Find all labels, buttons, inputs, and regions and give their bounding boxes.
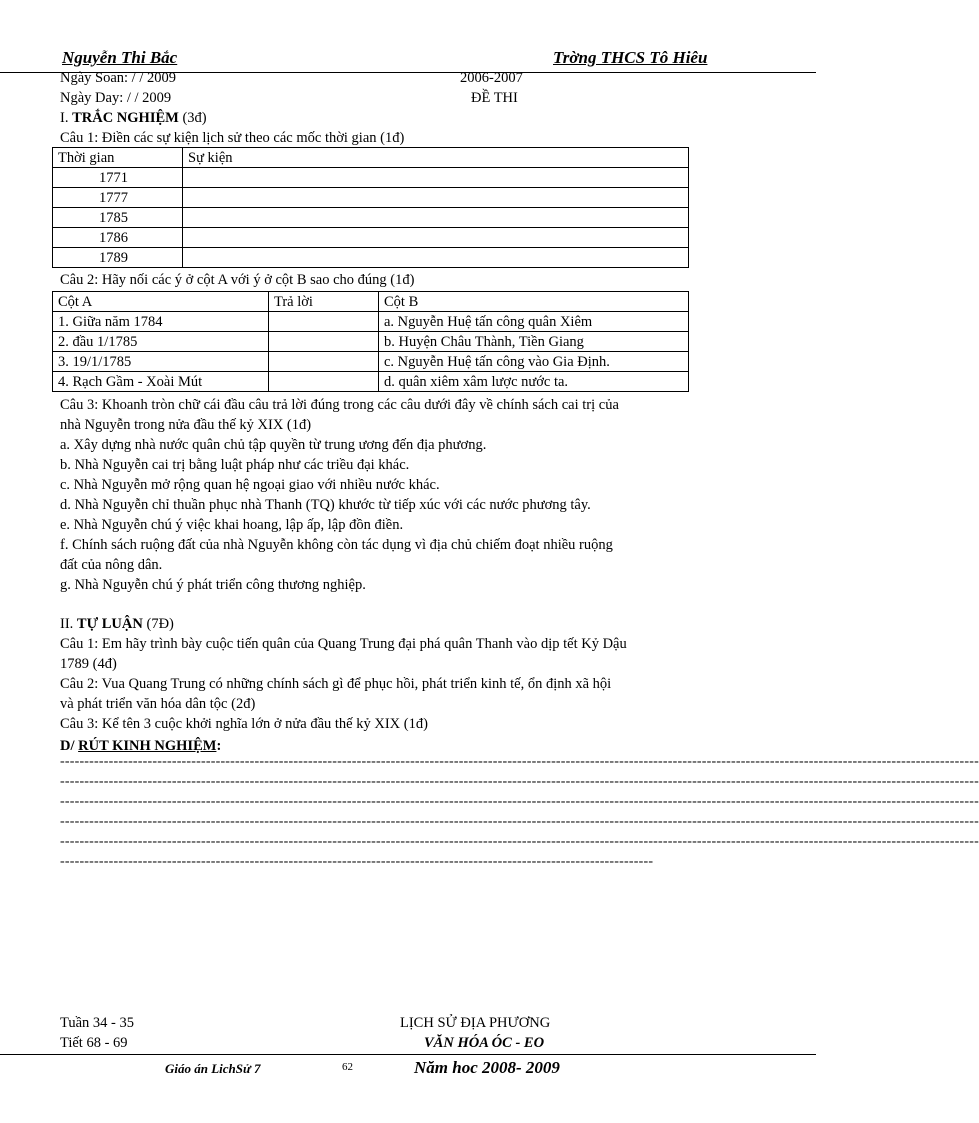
event-cell — [183, 208, 689, 228]
column-a-cell: 2. đầu 1/1785 — [53, 332, 269, 352]
review-dashed-line: --------------------------------------------------------------------------------------------------------------------------------------------------------------------------------------------- — [60, 794, 979, 809]
section2-heading: II. TỰ LUẬN (7Đ) — [60, 616, 174, 632]
review-dashed-line: --------------------------------------------------------------------------------------------------------------------------------------------------------------------------------------------- — [60, 774, 979, 789]
footer-title: Giáo án LichSử 7 — [165, 1061, 261, 1076]
question-3-line: nhà Nguyễn trong nửa đầu thế kỷ XIX (1đ) — [60, 417, 312, 433]
table-row — [53, 352, 689, 372]
table-row — [53, 332, 689, 352]
lesson-subtitle: VĂN HÓA ÓC - EO — [424, 1035, 545, 1051]
question-3-option: đất của nông dân. — [60, 557, 163, 573]
table-header-row — [53, 148, 689, 168]
event-cell — [183, 188, 689, 208]
column-a-cell: 1. Giữa năm 1784 — [53, 312, 269, 332]
week-label: Tuần 34 - 35 — [60, 1015, 134, 1031]
table-header-row — [53, 292, 689, 312]
question-2: Câu 2: Hãy nối các ý ở cột A với ý ở cột B sao cho đúng (1đ) — [60, 272, 415, 288]
question-3-option: b. Nhà Nguyễn cai trị bằng luật pháp như các triều đại khác. — [60, 457, 410, 473]
year-cell: 1785 — [53, 208, 183, 228]
period-label: Tiết 68 - 69 — [60, 1035, 128, 1051]
table-row — [53, 248, 689, 268]
teach-date: Ngày Day: / / 2009 — [60, 90, 172, 106]
school-year: 2006-2007 — [460, 70, 523, 86]
table-header-cell: Cột B — [379, 292, 689, 312]
review-heading: D/ RÚT KINH NGHIỆM: — [60, 738, 222, 754]
footer-rule — [0, 1054, 816, 1055]
review-dashed-line: --------------------------------------------------------------------------------------------------------------------------------------------------------------------------------------------- — [60, 754, 979, 769]
exam-title: ĐỀ THI — [471, 90, 518, 106]
question-3-option: f. Chính sách ruộng đất của nhà Nguyễn không còn tác dụng vì địa chủ chiếm đoạt nhiều ruộng — [60, 537, 613, 553]
column-b-cell: c. Nguyễn Huệ tấn công vào Gia Định. — [379, 352, 689, 372]
timeline-table — [52, 147, 689, 268]
table-header-cell: Sự kiện — [183, 148, 689, 168]
answer-cell — [269, 312, 379, 332]
answer-cell — [269, 372, 379, 392]
year-cell: 1777 — [53, 188, 183, 208]
question-3-option: d. Nhà Nguyễn chỉ thuần phục nhà Thanh (TQ) khước từ tiếp xúc với các nước phương tây. — [60, 497, 591, 513]
event-cell — [183, 228, 689, 248]
question-3-option: e. Nhà Nguyễn chú ý việc khai hoang, lập ấp, lập đồn điền. — [60, 517, 404, 533]
table-header-cell: Cột A — [53, 292, 269, 312]
review-dashed-line: -------------------------------------------------------------------------------------------------------------------------- — [60, 854, 654, 869]
column-a-cell: 4. Rạch Gầm - Xoài Mút — [53, 372, 269, 392]
review-dashed-line: --------------------------------------------------------------------------------------------------------------------------------------------------------------------------------------------- — [60, 814, 979, 829]
column-b-cell: a. Nguyễn Huệ tấn công quân Xiêm — [379, 312, 689, 332]
year-cell: 1789 — [53, 248, 183, 268]
event-cell — [183, 168, 689, 188]
event-cell — [183, 248, 689, 268]
essay-question-line: và phát triển văn hóa dân tộc (2đ) — [60, 696, 256, 712]
table-row — [53, 372, 689, 392]
column-b-cell: d. quân xiêm xâm lược nước ta. — [379, 372, 689, 392]
year-cell: 1771 — [53, 168, 183, 188]
year-cell: 1786 — [53, 228, 183, 248]
table-row — [53, 168, 689, 188]
answer-cell — [269, 352, 379, 372]
answer-cell — [269, 332, 379, 352]
question-3-option: a. Xây dựng nhà nước quân chủ tập quyền từ trung ương đến địa phương. — [60, 437, 487, 453]
table-row — [53, 188, 689, 208]
table-row — [53, 208, 689, 228]
column-b-cell: b. Huyện Châu Thành, Tiền Giang — [379, 332, 689, 352]
table-header-cell: Trả lời — [269, 292, 379, 312]
review-dashed-line: --------------------------------------------------------------------------------------------------------------------------------------------------------------------------------------------- — [60, 834, 979, 849]
question-3-line: Câu 3: Khoanh tròn chữ cái đầu câu trả lời đúng trong các câu dưới đây về chính sách cai trị của — [60, 397, 619, 413]
lesson-topic: LỊCH SỬ ĐỊA PHƯƠNG — [400, 1015, 551, 1031]
section1-heading: I. TRẮC NGHIỆM (3đ) — [60, 110, 207, 126]
table-row — [53, 228, 689, 248]
essay-question-line: Câu 3: Kể tên 3 cuộc khởi nghĩa lớn ở nửa đầu thế kỷ XIX (1đ) — [60, 716, 428, 732]
school-name: Trờng THCS Tô Hiêu — [553, 48, 708, 67]
essay-question-line: Câu 1: Em hãy trình bày cuộc tiến quân của Quang Trung đại phá quân Thanh vào dịp tết Kỷ Dậu — [60, 636, 627, 652]
author-name: Nguyễn Thi Bắc — [62, 48, 178, 67]
question-3-option: c. Nhà Nguyễn mở rộng quan hệ ngoại giao với nhiều nước khác. — [60, 477, 440, 493]
footer-year: Năm hoc 2008- 2009 — [414, 1058, 560, 1077]
table-row — [53, 312, 689, 332]
column-a-cell: 3. 19/1/1785 — [53, 352, 269, 372]
question-1: Câu 1: Điền các sự kiện lịch sử theo các mốc thời gian (1đ) — [60, 130, 405, 146]
prep-date: Ngày Soan: / / 2009 — [60, 70, 176, 86]
essay-question-line: 1789 (4đ) — [60, 656, 117, 672]
essay-question-line: Câu 2: Vua Quang Trung có những chính sách gì để phục hồi, phát triển kinh tế, ổn định xã hội — [60, 676, 612, 692]
table-header-cell: Thời gian — [53, 148, 183, 168]
question-3-option: g. Nhà Nguyễn chú ý phát triển công thương nghiệp. — [60, 577, 366, 593]
matching-table — [52, 291, 689, 392]
page-number: 62 — [342, 1061, 353, 1073]
